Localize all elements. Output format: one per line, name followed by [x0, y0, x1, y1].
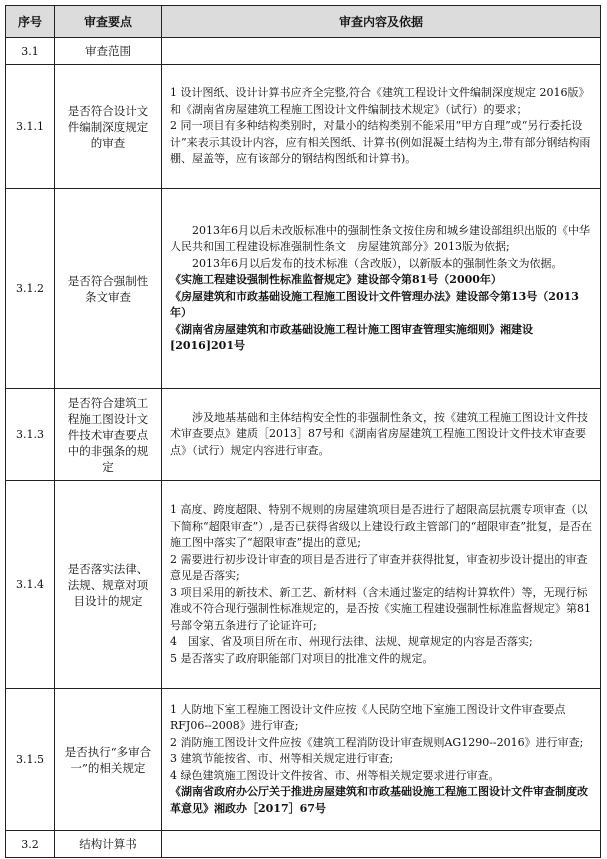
content-paragraph: 1 高度、跨度超限、特别不规则的房屋建筑项目是否进行了超限高层抗震专项审查（以下简称“超限审查”）,是否已获得省级以上建设行政主管部门的“超限审查”批复，是否在施工图中落实了“超限审查”提出的意见;: [170, 503, 592, 549]
content-paragraph: 2013年6月以后发布的技术标准（含改版），以新版本的强制性条文为依据。: [192, 256, 563, 270]
content-paragraph: 3 项目采用的新技术、新工艺、新材料（含未通过鉴定的结构计算软件）等，无现行标准或不符合现行强制性标准规定的，是否按《实施工程建设强制性标准监督规定》第81号部令第五条进行了论证许可;: [170, 585, 591, 632]
content-paragraph: 4 绿色建筑施工图设计文件按省、市、州等相关规定要求进行审查。: [170, 768, 500, 782]
content-paragraph: 2 需要进行初步设计审查的项目是否进行了审查并获得批复，审查初步设计提出的审查意见是否落实;: [170, 552, 588, 582]
review-point: 是否符合设计文件编制深度规定的审查: [55, 65, 162, 189]
review-content: [162, 689, 601, 831]
row-number: 3.1.4: [6, 481, 55, 689]
table-row: [6, 389, 601, 481]
review-content: [162, 481, 601, 689]
regulation-reference: 《实施工程建设强制性标准监督规定》建设部令第81号（2000年）: [170, 273, 502, 286]
review-content: [162, 831, 601, 858]
header-review-content: 审查内容及依据: [162, 6, 601, 38]
review-content: [162, 65, 601, 189]
review-point: 审查范围: [55, 38, 162, 65]
row-number: 3.1: [6, 38, 55, 65]
row-number: 3.2: [6, 831, 55, 858]
content-paragraph: 5 是否落实了政府职能部门对项目的批准文件的规定。: [170, 651, 434, 665]
table-header-row: [6, 6, 601, 38]
table-row: [6, 189, 601, 389]
row-number: 3.1.1: [6, 65, 55, 189]
review-point: 结构计算书: [55, 831, 162, 858]
content-paragraph: 2 同一项目有多种结构类别时，对量小的结构类别不能采用“甲方自理”或“另行委托设计”来表示其设计内容，应有相关图纸、计算书(例如混凝土结构为主,带有部分钢结构雨棚、屋盖等，应有该部分的钢结构图纸和计算书)。: [170, 119, 591, 166]
review-point: 是否落实法律、法规、规章对项目设计的规定: [55, 481, 162, 689]
review-content: [162, 189, 601, 389]
table-row: [6, 689, 601, 831]
content-paragraph: 4 国家、省及项目所在市、州现行法律、法规、规章规定的内容是否落实;: [170, 635, 533, 648]
content-paragraph: 1 设计图纸、设计计算书应齐全完整,符合《建筑工程设计文件编制深度规定 2016版》和《湖南省房屋建筑工程施工图设计文件编制技术规定》（试行）的要求；: [170, 86, 590, 116]
row-number: 3.1.3: [6, 389, 55, 481]
content-paragraph: 3 建筑节能按省、市、州等相关规定进行审查;: [170, 752, 394, 766]
content-paragraph: 2 消防施工图设计文件应按《建筑工程消防设计审查规则AG1290--2016》进行审查;: [170, 735, 584, 749]
review-content: [162, 389, 601, 481]
content-paragraph: 1 人防地下室工程施工图设计文件应按《人民防空地下室施工图设计文件审查要点RFJ06--2008》进行审查;: [170, 702, 566, 733]
content-paragraph: 2013年6月以后未改版标准中的强制性条文按住房和城乡建设部组织出版的《中华人民共和国工程建设标准强制性条文 房屋建筑部分》2013版为依据;: [170, 223, 590, 253]
row-number: 3.1.2: [6, 189, 55, 389]
review-point: 是否符合强制性条文审查: [55, 189, 162, 389]
content-paragraph: 涉及地基基础和主体结构安全性的非强制性条文，按《建筑工程施工图设计文件技术审查要点》建质［2013］87号和《湖南省房屋建筑工程施工图设计文件技术审查要点》（试行）规定内容进行审查。: [170, 410, 588, 457]
header-review-point: 审查要点: [55, 6, 162, 38]
row-number: 3.1.5: [6, 689, 55, 831]
header-no: 序号: [6, 6, 55, 38]
review-table: [5, 5, 601, 858]
review-point: 是否符合建筑工程施工图设计文件技术审查要点中的非强条的规定: [55, 389, 162, 481]
regulation-reference: 《湖南省政府办公厅关于推进房屋建筑和市政基础设施工程施工图设计文件审查制度改革意见》湘政办［2017］67号: [170, 785, 588, 815]
table-row: [6, 38, 601, 65]
review-point: 是否执行“多审合一”的相关规定: [55, 689, 162, 831]
table-row: [6, 831, 601, 858]
regulation-reference: 《房屋建筑和市政基础设施工程施工图设计文件管理办法》建设部令第13号（2013年）: [170, 289, 579, 319]
review-table-container: [5, 5, 601, 858]
regulation-reference: 《湖南省房屋建筑和市政基础设施工程计施工图审查管理实施细则》湘建设[2016]201号: [170, 322, 533, 352]
review-content: [162, 38, 601, 65]
table-row: [6, 481, 601, 689]
table-row: [6, 65, 601, 189]
